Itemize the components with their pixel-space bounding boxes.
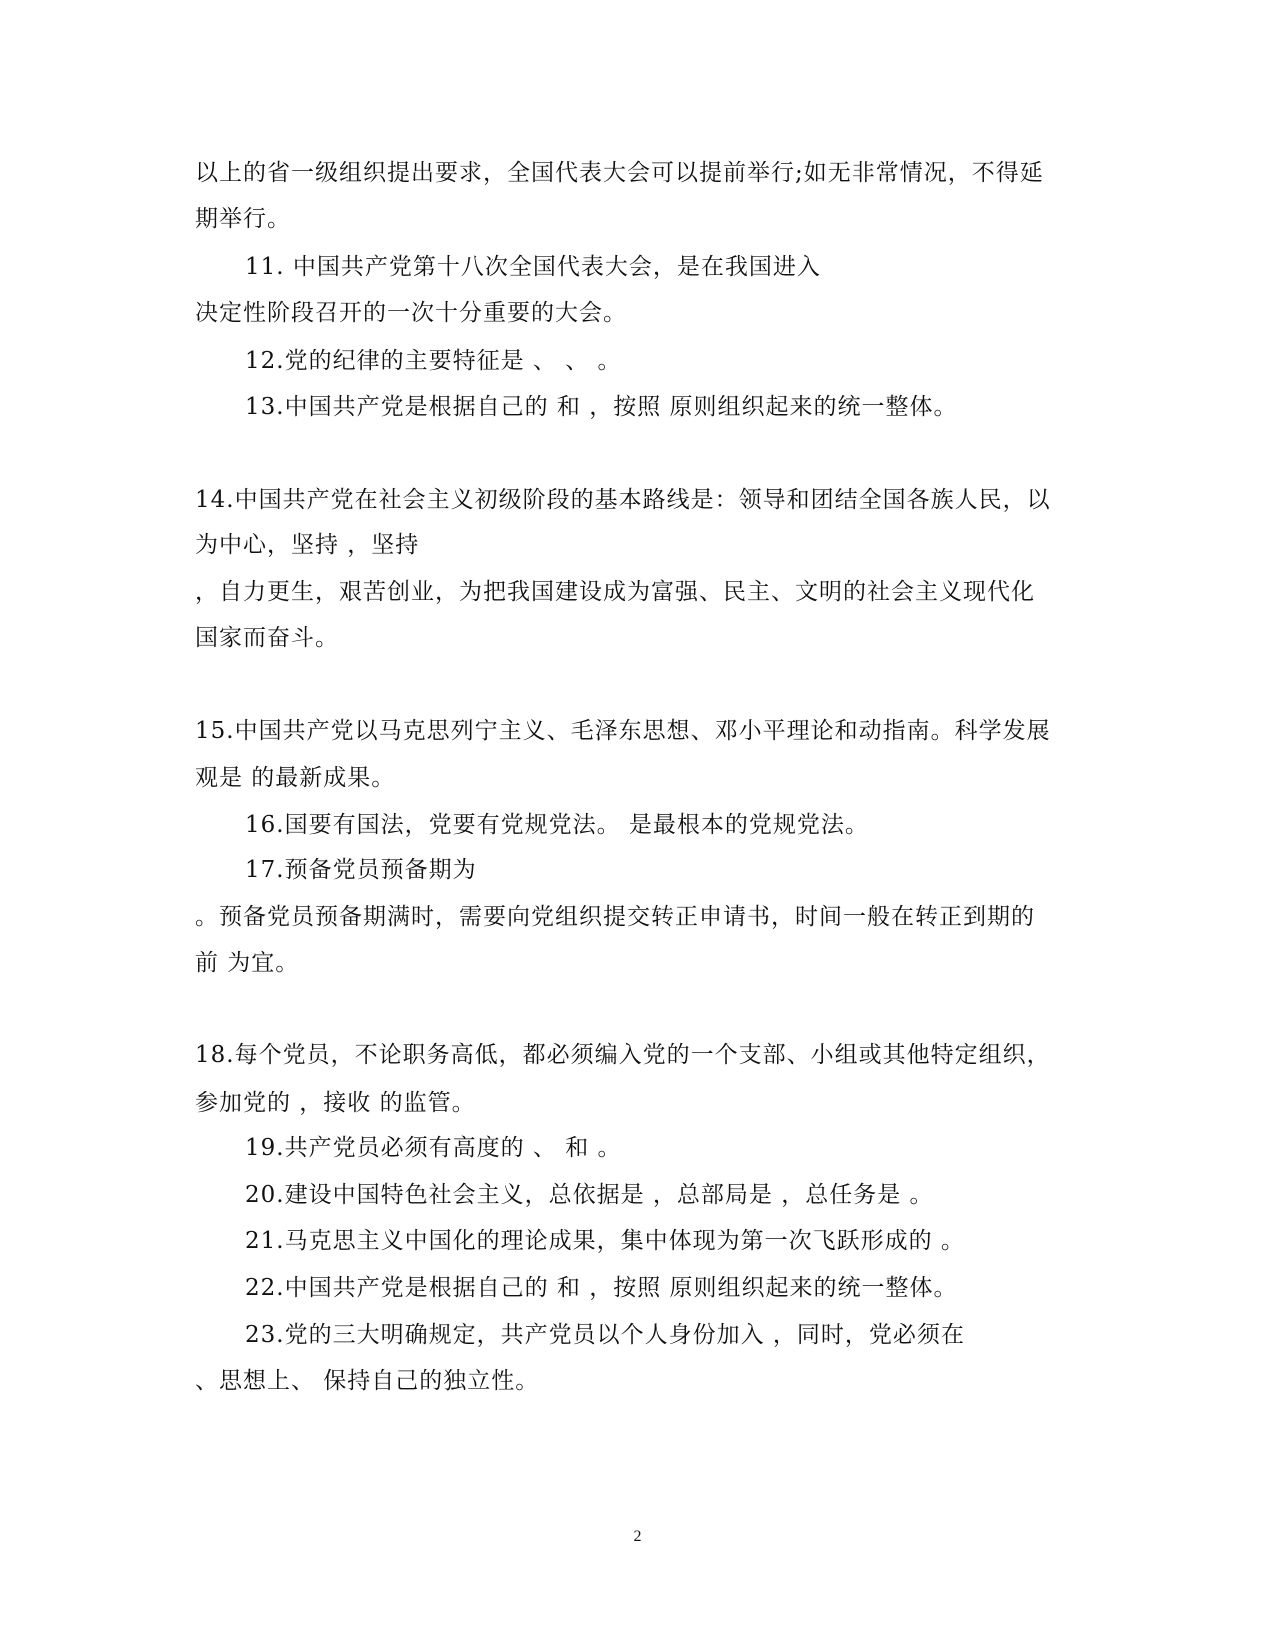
text-line: 决定性阶段召开的一次十分重要的大会。 xyxy=(195,300,627,326)
text-line: 前 为宜。 xyxy=(195,950,300,976)
text-line: 以上的省一级组织提出要求，全国代表大会可以提前举行;如无非常情况，不得延 xyxy=(195,160,1044,186)
text-line: ，自力更生，艰苦创业，为把我国建设成为富强、民主、文明的社会主义现代化 xyxy=(195,579,1035,605)
text-line: 期举行。 xyxy=(195,206,291,232)
text-line: 、思想上、 保持自己的独立性。 xyxy=(195,1368,540,1394)
question-19: 19.共产党员必须有高度的 、 和 。 xyxy=(245,1135,622,1161)
question-15: 15.中国共产党以马克思列宁主义、毛泽东思想、邓小平理论和动指南。科学发展 xyxy=(195,718,1051,744)
question-22: 22.中国共产党是根据自己的 和 ，按照 原则组织起来的统一整体。 xyxy=(245,1275,958,1301)
question-16: 16.国要有国法，党要有党规党法。 是最根本的党规党法。 xyxy=(245,812,869,838)
question-18: 18.每个党员，不论职务高低，都必须编入党的一个支部、小组或其他特定组织， xyxy=(195,1042,1051,1068)
question-14: 14.中国共产党在社会主义初级阶段的基本路线是：领导和团结全国各族人民，以 xyxy=(195,487,1051,513)
text-line: 国家而奋斗。 xyxy=(195,625,339,651)
text-line: 观是 的最新成果。 xyxy=(195,765,396,791)
question-21: 21.马克思主义中国化的理论成果，集中体现为第一次飞跃形成的 。 xyxy=(245,1228,965,1254)
question-17: 17.预备党员预备期为 xyxy=(245,857,477,883)
text-line: 参加党的 ，接收 的监管。 xyxy=(195,1090,476,1116)
question-20: 20.建设中国特色社会主义，总依据是 ，总部局是 ，总任务是 。 xyxy=(245,1182,934,1208)
question-23: 23.党的三大明确规定，共产党员以个人身份加入 ，同时，党必须在 xyxy=(245,1322,965,1348)
page-number: 2 xyxy=(633,1528,642,1545)
text-line: 。预备党员预备期满时，需要向党组织提交转正申请书，时间一般在转正到期的 xyxy=(195,904,1035,930)
question-12: 12.党的纪律的主要特征是 、 、 。 xyxy=(245,348,622,374)
question-11: 11. 中国共产党第十八次全国代表大会，是在我国进入 xyxy=(245,254,821,280)
text-line: 为中心，坚持 ，坚持 xyxy=(195,532,420,558)
question-13: 13.中国共产党是根据自己的 和 ，按照 原则组织起来的统一整体。 xyxy=(245,394,958,420)
